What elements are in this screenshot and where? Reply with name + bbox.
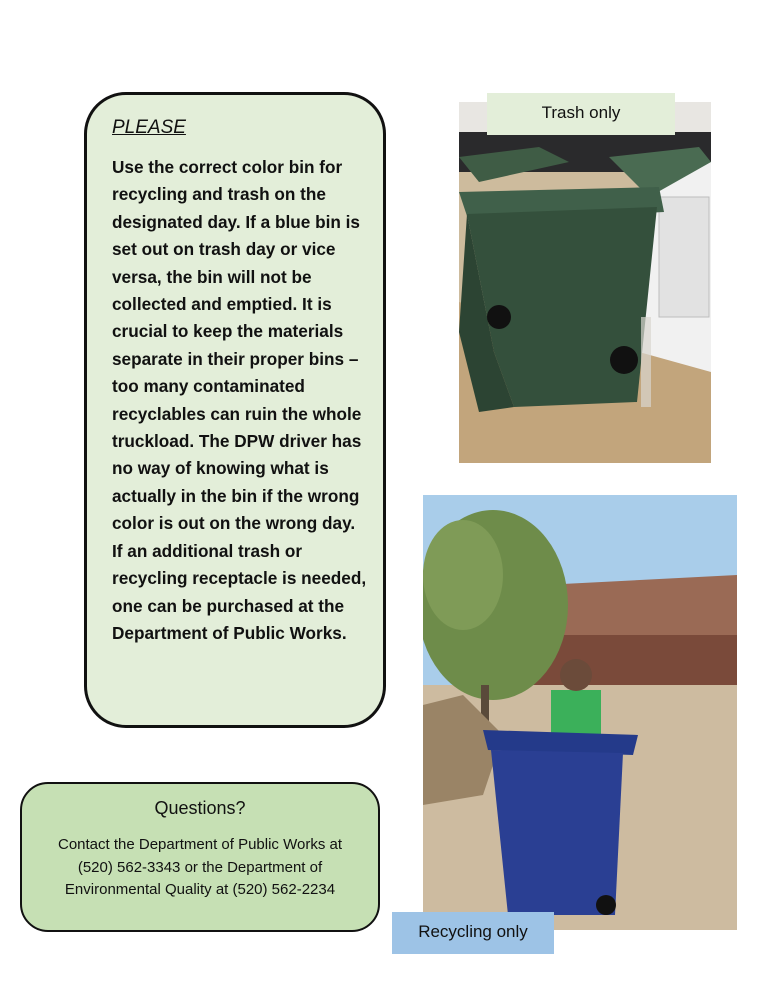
- please-heading: PLEASE: [112, 117, 186, 138]
- recycling-bin-photo: [423, 495, 737, 930]
- questions-line-1: Contact the Department of Public Works at: [57, 836, 343, 853]
- please-body-text: Use the correct color bin for recycling and trash on the designated day. If a blue bin is set out on trash day or vice versa, the bin will not be collected and emptied. It is crucial to keep the materials separate in their proper bins – too many contaminated recyclables can ruin the whole truckload. The DPW driver has no way of knowing what is actually in the bin if the wrong color is out on the wrong day. If an additional trash or recycling receptacle is needed, one can be purchased at the Department of Public Works.: [112, 157, 367, 643]
- recycling-only-caption: Recycling only: [392, 912, 554, 954]
- trash-only-caption: Trash only: [487, 93, 675, 135]
- questions-title: Questions?: [154, 798, 246, 818]
- trash-bin-photo: [459, 102, 711, 463]
- questions-line-3: Environmental Quality at (520) 562-2234: [64, 881, 336, 898]
- questions-line-2: (520) 562-3343 or the Department of: [77, 858, 323, 876]
- questions-contact-text: [28, 834, 372, 902]
